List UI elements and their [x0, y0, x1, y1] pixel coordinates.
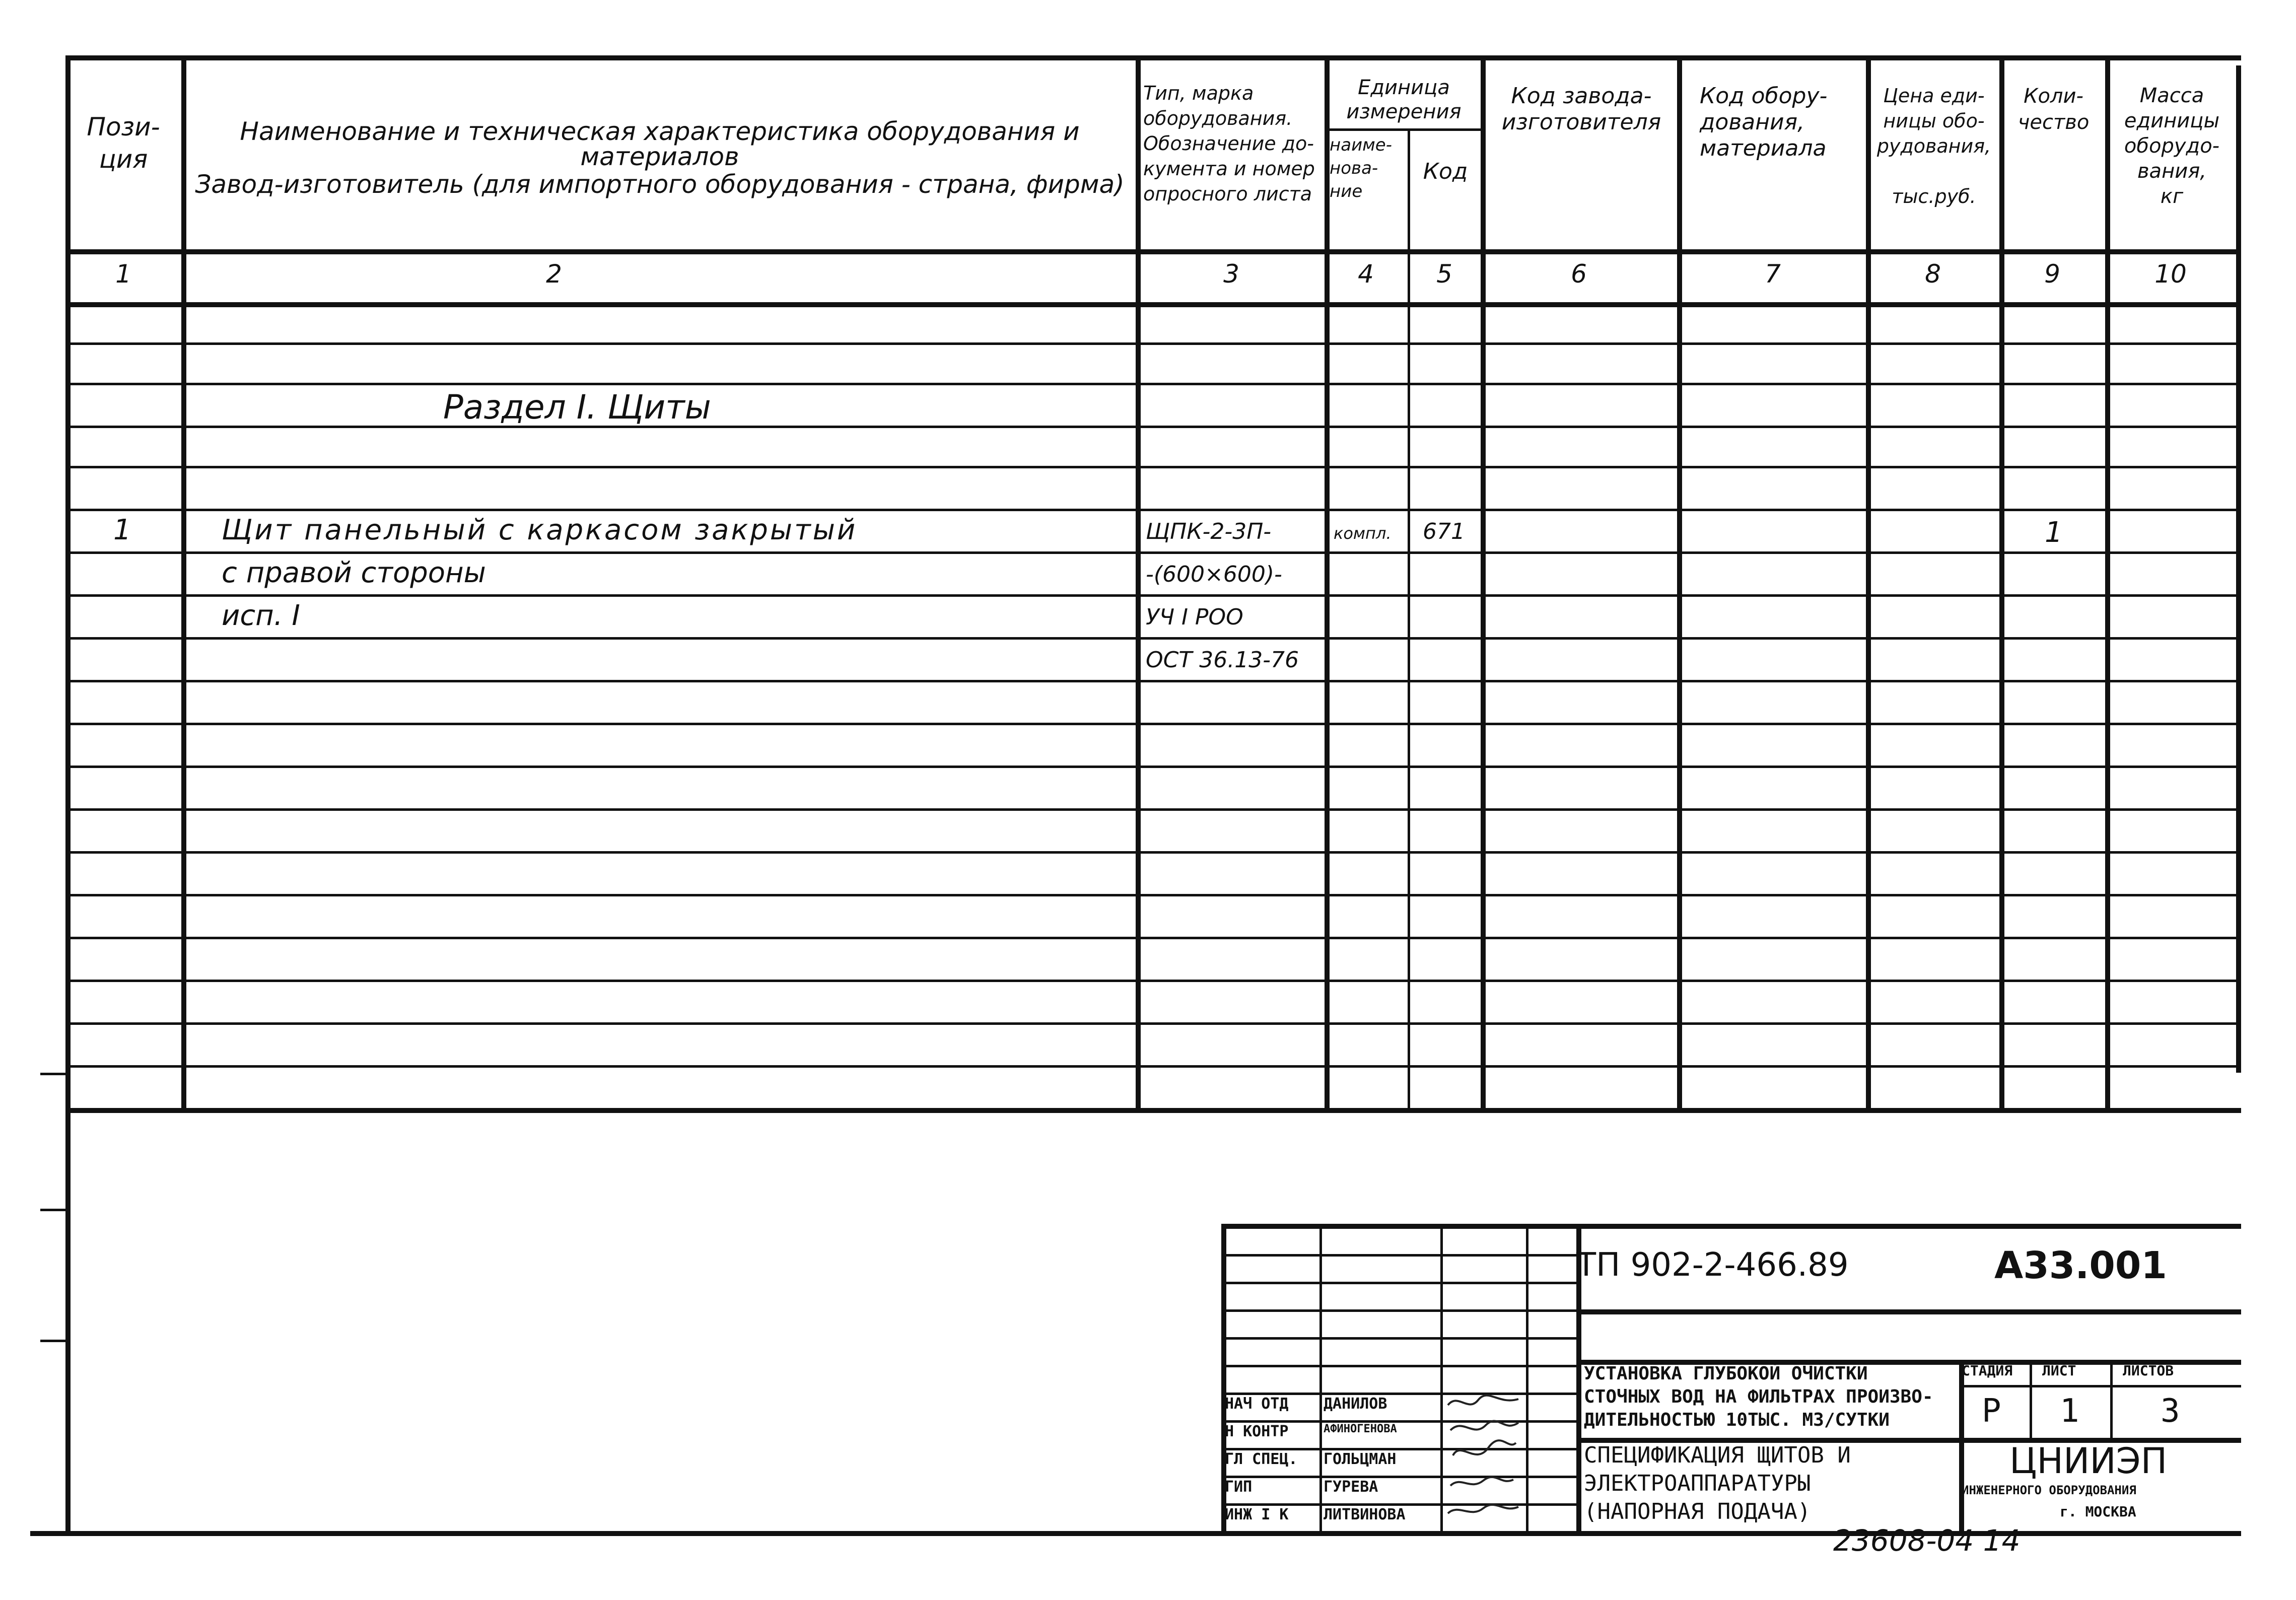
sign-role: Н КОНТР — [1225, 1423, 1289, 1440]
row-line — [65, 808, 2241, 811]
row-name-line: с правой стороны — [222, 556, 486, 589]
stamp-line — [1576, 1309, 2241, 1314]
doc-number: ТП 902-2-466.89 — [1576, 1246, 1849, 1284]
header-name-line2: материалов — [580, 142, 739, 171]
col-divider — [1677, 55, 1682, 1108]
stage-label: СТАДИЯ — [1962, 1362, 2013, 1379]
col-divider — [1866, 55, 1871, 1108]
sign-role: ГИП — [1225, 1478, 1253, 1496]
sign-name: ГОЛЬЦМАН — [1324, 1450, 1397, 1468]
col-divider — [2105, 55, 2110, 1108]
row-position: 1 — [113, 514, 131, 546]
project-title: УСТАНОВКА ГЛУБОКОЙ ОЧИСТКИ СТОЧНЫХ ВОД НА ФИЛЬТРАХ ПРОИЗВО- ДИТЕЛЬНОСТЬЮ 10ТЫС. М3/СУТКИ — [1584, 1363, 1933, 1430]
header-unit-group: Единица измерения — [1346, 76, 1462, 123]
row-type-line: -(600×600)- — [1146, 562, 1282, 587]
row-line — [65, 509, 2241, 511]
col-divider — [1999, 55, 2004, 1108]
col-divider — [1325, 55, 1330, 1108]
sign-name: АФИНОГЕНОВА — [1324, 1423, 1397, 1435]
row-line — [65, 594, 2241, 597]
header-price: Цена еди- ницы обо- рудования, тыс.руб. — [1876, 85, 1991, 207]
row-line — [65, 551, 2241, 554]
stamp-grid — [1221, 1309, 1579, 1312]
header-factory-code: Код завода- изготовителя — [1501, 83, 1661, 135]
margin-tick — [40, 1340, 68, 1342]
row-line — [65, 426, 2241, 428]
header-name-line1: Наименование и техническая характеристика оборудования и — [240, 117, 1080, 146]
row-unit-name: компл. — [1334, 524, 1391, 543]
stamp-grid — [1221, 1282, 1579, 1284]
row-name-line: исп. I — [222, 599, 300, 632]
sheets-label: ЛИСТОВ — [2123, 1362, 2174, 1379]
header-unit-code: Код — [1423, 159, 1468, 184]
header-name-line3: Завод-изготовитель (для импортного оборудования - страна, фирма) — [195, 170, 1125, 199]
stamp-line — [2110, 1360, 2113, 1438]
row-line — [65, 894, 2241, 896]
sheet-value: 1 — [2060, 1393, 2079, 1430]
row-type-line: ЩПК-2-3П- — [1146, 519, 1272, 544]
row-line — [65, 637, 2241, 640]
stamp-grid — [1319, 1224, 1322, 1531]
archive-number: 23608-04 14 — [1833, 1523, 2021, 1558]
header-bottom-line — [65, 249, 2241, 254]
stamp-top — [1221, 1224, 2241, 1229]
signature-scribbles — [1443, 1390, 1528, 1531]
sign-role: НАЧ ОТД — [1225, 1395, 1289, 1413]
org-name: ЦНИИЭП — [2009, 1440, 2168, 1482]
col-divider — [1481, 55, 1486, 1108]
header-type: Тип, марка оборудования. Обозначение до- кумента и номер опросного листа — [1143, 82, 1315, 205]
row-line — [65, 466, 2241, 468]
sign-role: ГЛ СПЕЦ. — [1225, 1450, 1298, 1468]
margin-tick — [40, 1209, 68, 1211]
row-name-line: Щит панельный с каркасом закрытый — [222, 514, 858, 546]
drawing-sheet: Пози- ция Наименование и техническая характеристика оборудования и материалов Завод-изготовитель (для импортного оборудования - страна, фирма) Тип, марка оборудования. Обозначение до- кумента и номер опросного листа Единица измерения наиме- нова- ние Код Код завода- изготовителя Код обору- дования, материала Цена еди- ницы обо- рудования, тыс.руб. Коли- чество Масса единицы оборудо- вания, кг 1 2 3 4 5 6 7 8 9 10 Раздел I. Щиты 1 Щит панельный с каркасом закрытый с правой стороны исп. I ЩПК-2-3П- -(600×600)- УЧ I РОО ОСТ 36.13-76 компл. 671 1 ТП 902-2-466.89 А33.001 УСТАНОВКА ГЛУБОКОЙ ОЧИСТКИ СТОЧНЫХ ВОД НА ФИЛЬТРАХ ПРОИЗВО- ДИТЕЛЬНОСТЬЮ 10ТЫС. М3/СУТКИ СПЕЦИФИКАЦИЯ ЩИТОВ И ЭЛЕКТРОАППАРАТУРЫ (НАПОРНАЯ ПОДАЧА) СТАДИЯ ЛИСТ ЛИСТОВ Р 1 3 ЦНИИЭП ИНЖЕНЕРНОГО ОБОРУДОВАНИЯ г. МОСКВА НАЧ ОТД ДАНИЛОВ Н КОНТР АФИНОГЕНОВА ГЛ СПЕЦ. ГОЛЬЦМАН ГИП ГУРЕВА ИНЖ I К ЛИТВИНОВА 23608-04 14 — [0, 0, 2296, 1600]
row-line — [65, 723, 2241, 725]
sign-name: ГУРЕВА — [1324, 1478, 1378, 1496]
frame-right — [2236, 65, 2241, 1073]
row-line — [65, 680, 2241, 682]
frame-top — [65, 55, 2241, 60]
col-divider — [1136, 55, 1141, 1108]
header-position: Пози- ция — [87, 112, 160, 174]
row-type-line: УЧ I РОО — [1146, 604, 1243, 630]
col-number-line — [65, 302, 2241, 307]
row-line — [65, 766, 2241, 768]
sign-role: ИНЖ I К — [1225, 1506, 1289, 1523]
sheets-value: 3 — [2161, 1393, 2180, 1430]
org-sub: ИНЖЕНЕРНОГО ОБОРУДОВАНИЯ — [1962, 1483, 2136, 1497]
stage-value: Р — [1982, 1393, 2001, 1430]
margin-tick — [40, 1073, 68, 1075]
stamp-line — [2030, 1360, 2032, 1438]
stamp-grid — [1221, 1254, 1579, 1257]
header-unit-name: наиме- нова- ние — [1330, 135, 1392, 201]
org-city: г. МОСКВА — [2060, 1503, 2136, 1520]
row-line — [65, 1022, 2241, 1025]
stamp-grid — [1221, 1365, 1579, 1367]
stamp-line — [1959, 1385, 2241, 1387]
table-bottom-line — [65, 1108, 2241, 1113]
header-mass: Масса единицы оборудо- вания, кг — [2124, 84, 2220, 208]
row-line — [65, 937, 2241, 939]
header-equipment-code: Код обору- дования, материала — [1700, 83, 1828, 161]
row-quantity: 1 — [2045, 516, 2063, 549]
row-line — [65, 980, 2241, 982]
section-title: Раздел I. Щиты — [443, 388, 711, 427]
sheet-label: ЛИСТ — [2042, 1362, 2076, 1379]
unit-group-line — [1325, 128, 1483, 131]
row-line — [65, 342, 2241, 345]
sign-name: ДАНИЛОВ — [1324, 1395, 1387, 1413]
frame-left — [65, 55, 71, 1531]
row-line — [65, 1065, 2241, 1068]
sheet-code: А33.001 — [1994, 1244, 2167, 1287]
row-unit-code: 671 — [1423, 519, 1465, 544]
sign-name: ЛИТВИНОВА — [1324, 1506, 1406, 1523]
stamp-grid — [1221, 1337, 1579, 1340]
col-divider — [181, 55, 186, 1108]
drawing-title: СПЕЦИФИКАЦИЯ ЩИТОВ И ЭЛЕКТРОАППАРАТУРЫ (НАПОРНАЯ ПОДАЧА) — [1584, 1442, 1851, 1524]
row-type-line: ОСТ 36.13-76 — [1146, 647, 1299, 673]
header-quantity: Коли- чество — [2017, 85, 2090, 134]
row-line — [65, 383, 2241, 385]
row-line — [65, 851, 2241, 854]
